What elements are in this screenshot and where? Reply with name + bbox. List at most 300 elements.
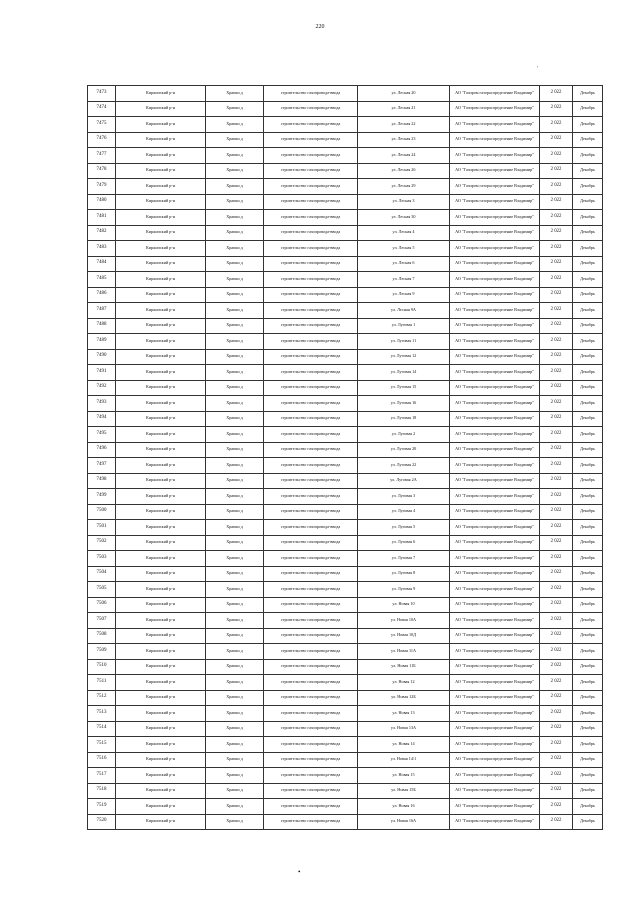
month-cell: Декабрь bbox=[573, 334, 603, 350]
table-row bbox=[88, 303, 603, 319]
month-cell: Декабрь bbox=[573, 535, 603, 551]
row-number-cell: 7479 bbox=[88, 179, 116, 195]
work-type-cell: строительство газопровода-ввода bbox=[264, 427, 358, 443]
year-cell: 2 022 bbox=[540, 380, 573, 396]
table-row bbox=[88, 194, 603, 210]
work-type-cell: строительство газопровода-ввода bbox=[264, 396, 358, 412]
month-cell: Декабрь bbox=[573, 163, 603, 179]
year-cell: 2 022 bbox=[540, 690, 573, 706]
year-cell: 2 022 bbox=[540, 783, 573, 799]
organization-cell: АО "Газпром газораспределение Владимир" bbox=[450, 86, 540, 102]
year-cell: 2 022 bbox=[540, 427, 573, 443]
row-number-cell: 7486 bbox=[88, 287, 116, 303]
village-cell: Храпки д bbox=[206, 349, 264, 365]
row-number-cell: 7487 bbox=[88, 303, 116, 319]
year-cell: 2 022 bbox=[540, 768, 573, 784]
year-cell: 2 022 bbox=[540, 721, 573, 737]
organization-cell: АО "Газпром газораспределение Владимир" bbox=[450, 427, 540, 443]
organization-cell: АО "Газпром газораспределение Владимир" bbox=[450, 272, 540, 288]
month-cell: Декабрь bbox=[573, 101, 603, 117]
row-number-cell: 7478 bbox=[88, 163, 116, 179]
work-type-cell: строительство газопровода-ввода bbox=[264, 163, 358, 179]
month-cell: Декабрь bbox=[573, 473, 603, 489]
year-cell: 2 022 bbox=[540, 520, 573, 536]
year-cell: 2 022 bbox=[540, 551, 573, 567]
work-type-cell: строительство газопровода-ввода bbox=[264, 458, 358, 474]
address-cell: ул. Новая 14 bbox=[358, 737, 450, 753]
work-type-cell: строительство газопровода-ввода bbox=[264, 690, 358, 706]
month-cell: Декабрь bbox=[573, 520, 603, 536]
district-cell: Киржачский р-н bbox=[116, 210, 206, 226]
district-cell: Киржачский р-н bbox=[116, 489, 206, 505]
village-cell: Храпки д bbox=[206, 644, 264, 660]
address-cell: ул. Луговая 12 bbox=[358, 349, 450, 365]
month-cell: Декабрь bbox=[573, 411, 603, 427]
row-number-cell: 7485 bbox=[88, 272, 116, 288]
district-cell: Киржачский р-н bbox=[116, 690, 206, 706]
table-row bbox=[88, 132, 603, 148]
address-cell: ул. Лесная 4 bbox=[358, 225, 450, 241]
district-cell: Киржачский р-н bbox=[116, 706, 206, 722]
work-type-cell: строительство газопровода-ввода bbox=[264, 582, 358, 598]
year-cell: 2 022 bbox=[540, 194, 573, 210]
organization-cell: АО "Газпром газораспределение Владимир" bbox=[450, 535, 540, 551]
address-cell: ул. Лесная 6 bbox=[358, 256, 450, 272]
month-cell: Декабрь bbox=[573, 644, 603, 660]
address-cell: ул. Новая 10А bbox=[358, 613, 450, 629]
district-cell: Киржачский р-н bbox=[116, 334, 206, 350]
work-type-cell: строительство газопровода-ввода bbox=[264, 628, 358, 644]
row-number-cell: 7475 bbox=[88, 117, 116, 133]
village-cell: Храпки д bbox=[206, 86, 264, 102]
village-cell: Храпки д bbox=[206, 690, 264, 706]
table-row bbox=[88, 225, 603, 241]
village-cell: Храпки д bbox=[206, 148, 264, 164]
row-number-cell: 7498 bbox=[88, 473, 116, 489]
year-cell: 2 022 bbox=[540, 210, 573, 226]
table-row bbox=[88, 706, 603, 722]
organization-cell: АО "Газпром газораспределение Владимир" bbox=[450, 566, 540, 582]
district-cell: Киржачский р-н bbox=[116, 582, 206, 598]
work-type-cell: строительство газопровода-ввода bbox=[264, 132, 358, 148]
organization-cell: АО "Газпром газораспределение Владимир" bbox=[450, 551, 540, 567]
year-cell: 2 022 bbox=[540, 334, 573, 350]
organization-cell: АО "Газпром газораспределение Владимир" bbox=[450, 179, 540, 195]
address-cell: ул. Лесная 24 bbox=[358, 148, 450, 164]
district-cell: Киржачский р-н bbox=[116, 396, 206, 412]
year-cell: 2 022 bbox=[540, 706, 573, 722]
work-type-cell: строительство газопровода-ввода bbox=[264, 349, 358, 365]
row-number-cell: 7491 bbox=[88, 365, 116, 381]
row-number-cell: 7488 bbox=[88, 318, 116, 334]
address-cell: ул. Лесная 9А bbox=[358, 303, 450, 319]
address-cell: ул. Луговая 14 bbox=[358, 365, 450, 381]
year-cell: 2 022 bbox=[540, 644, 573, 660]
address-cell: ул. Луговая 3 bbox=[358, 489, 450, 505]
village-cell: Храпки д bbox=[206, 721, 264, 737]
row-number-cell: 7481 bbox=[88, 210, 116, 226]
district-cell: Киржачский р-н bbox=[116, 225, 206, 241]
row-number-cell: 7510 bbox=[88, 659, 116, 675]
address-cell: ул. Луговая 2А bbox=[358, 473, 450, 489]
month-cell: Декабрь bbox=[573, 675, 603, 691]
village-cell: Храпки д bbox=[206, 163, 264, 179]
organization-cell: АО "Газпром газораспределение Владимир" bbox=[450, 101, 540, 117]
village-cell: Храпки д bbox=[206, 597, 264, 613]
organization-cell: АО "Газпром газораспределение Владимир" bbox=[450, 613, 540, 629]
month-cell: Декабрь bbox=[573, 272, 603, 288]
village-cell: Храпки д bbox=[206, 365, 264, 381]
address-cell: ул. Лесная 23 bbox=[358, 132, 450, 148]
table-row bbox=[88, 535, 603, 551]
work-type-cell: строительство газопровода-ввода bbox=[264, 566, 358, 582]
row-number-cell: 7520 bbox=[88, 814, 116, 830]
village-cell: Храпки д bbox=[206, 535, 264, 551]
row-number-cell: 7499 bbox=[88, 489, 116, 505]
district-cell: Киржачский р-н bbox=[116, 256, 206, 272]
district-cell: Киржачский р-н bbox=[116, 272, 206, 288]
village-cell: Храпки д bbox=[206, 287, 264, 303]
corner-mark: ' bbox=[537, 66, 539, 72]
address-cell: ул. Луговая 7 bbox=[358, 551, 450, 567]
year-cell: 2 022 bbox=[540, 566, 573, 582]
row-number-cell: 7477 bbox=[88, 148, 116, 164]
month-cell: Декабрь bbox=[573, 349, 603, 365]
table-row bbox=[88, 721, 603, 737]
organization-cell: АО "Газпром газораспределение Владимир" bbox=[450, 396, 540, 412]
month-cell: Декабрь bbox=[573, 814, 603, 830]
district-cell: Киржачский р-н bbox=[116, 163, 206, 179]
address-cell: ул. Новая 10Д bbox=[358, 628, 450, 644]
address-cell: ул. Луговая 2 bbox=[358, 427, 450, 443]
table-row bbox=[88, 334, 603, 350]
village-cell: Храпки д bbox=[206, 566, 264, 582]
year-cell: 2 022 bbox=[540, 752, 573, 768]
row-number-cell: 7505 bbox=[88, 582, 116, 598]
work-type-cell: строительство газопровода-ввода bbox=[264, 613, 358, 629]
organization-cell: АО "Газпром газораспределение Владимир" bbox=[450, 473, 540, 489]
village-cell: Храпки д bbox=[206, 659, 264, 675]
village-cell: Храпки д bbox=[206, 101, 264, 117]
row-number-cell: 7490 bbox=[88, 349, 116, 365]
row-number-cell: 7515 bbox=[88, 737, 116, 753]
district-cell: Киржачский р-н bbox=[116, 380, 206, 396]
table-row bbox=[88, 799, 603, 815]
table-row bbox=[88, 644, 603, 660]
village-cell: Храпки д bbox=[206, 551, 264, 567]
year-cell: 2 022 bbox=[540, 411, 573, 427]
month-cell: Декабрь bbox=[573, 706, 603, 722]
month-cell: Декабрь bbox=[573, 628, 603, 644]
year-cell: 2 022 bbox=[540, 256, 573, 272]
month-cell: Декабрь bbox=[573, 783, 603, 799]
month-cell: Декабрь bbox=[573, 566, 603, 582]
village-cell: Храпки д bbox=[206, 334, 264, 350]
work-type-cell: строительство газопровода-ввода bbox=[264, 737, 358, 753]
village-cell: Храпки д bbox=[206, 504, 264, 520]
month-cell: Декабрь bbox=[573, 752, 603, 768]
table-row bbox=[88, 380, 603, 396]
district-cell: Киржачский р-н bbox=[116, 241, 206, 257]
row-number-cell: 7508 bbox=[88, 628, 116, 644]
village-cell: Храпки д bbox=[206, 179, 264, 195]
work-type-cell: строительство газопровода-ввода bbox=[264, 303, 358, 319]
year-cell: 2 022 bbox=[540, 814, 573, 830]
row-number-cell: 7519 bbox=[88, 799, 116, 815]
address-cell: ул. Луговая 18 bbox=[358, 411, 450, 427]
table-row bbox=[88, 582, 603, 598]
organization-cell: АО "Газпром газораспределение Владимир" bbox=[450, 504, 540, 520]
address-cell: ул. Лесная 22 bbox=[358, 117, 450, 133]
organization-cell: АО "Газпром газораспределение Владимир" bbox=[450, 132, 540, 148]
row-number-cell: 7480 bbox=[88, 194, 116, 210]
village-cell: Храпки д bbox=[206, 582, 264, 598]
year-cell: 2 022 bbox=[540, 117, 573, 133]
work-type-cell: строительство газопровода-ввода bbox=[264, 597, 358, 613]
address-cell: ул. Новая 16А bbox=[358, 814, 450, 830]
organization-cell: АО "Газпром газораспределение Владимир" bbox=[450, 458, 540, 474]
district-cell: Киржачский р-н bbox=[116, 194, 206, 210]
table-row bbox=[88, 628, 603, 644]
row-number-cell: 7513 bbox=[88, 706, 116, 722]
address-cell: ул. Луговая 1 bbox=[358, 318, 450, 334]
year-cell: 2 022 bbox=[540, 799, 573, 815]
table-row bbox=[88, 442, 603, 458]
table-row bbox=[88, 551, 603, 567]
work-type-cell: строительство газопровода-ввода bbox=[264, 768, 358, 784]
table-row bbox=[88, 86, 603, 102]
address-cell: ул. Лесная 26 bbox=[358, 163, 450, 179]
organization-cell: АО "Газпром газораспределение Владимир" bbox=[450, 349, 540, 365]
organization-cell: АО "Газпром газораспределение Владимир" bbox=[450, 303, 540, 319]
month-cell: Декабрь bbox=[573, 659, 603, 675]
month-cell: Декабрь bbox=[573, 458, 603, 474]
year-cell: 2 022 bbox=[540, 148, 573, 164]
month-cell: Декабрь bbox=[573, 318, 603, 334]
row-number-cell: 7492 bbox=[88, 380, 116, 396]
month-cell: Декабрь bbox=[573, 287, 603, 303]
organization-cell: АО "Газпром газораспределение Владимир" bbox=[450, 799, 540, 815]
organization-cell: АО "Газпром газораспределение Владимир" bbox=[450, 334, 540, 350]
gas-connection-table bbox=[87, 85, 603, 830]
organization-cell: АО "Газпром газораспределение Владимир" bbox=[450, 163, 540, 179]
organization-cell: АО "Газпром газораспределение Владимир" bbox=[450, 117, 540, 133]
row-number-cell: 7503 bbox=[88, 551, 116, 567]
address-cell: ул. Лесная 21 bbox=[358, 101, 450, 117]
row-number-cell: 7500 bbox=[88, 504, 116, 520]
month-cell: Декабрь bbox=[573, 721, 603, 737]
village-cell: Храпки д bbox=[206, 272, 264, 288]
year-cell: 2 022 bbox=[540, 101, 573, 117]
address-cell: ул. Лесная 20 bbox=[358, 86, 450, 102]
table-row bbox=[88, 737, 603, 753]
village-cell: Храпки д bbox=[206, 194, 264, 210]
year-cell: 2 022 bbox=[540, 473, 573, 489]
page-number: 220 bbox=[315, 24, 325, 30]
address-cell: ул. Луговая 15 bbox=[358, 380, 450, 396]
month-cell: Декабрь bbox=[573, 256, 603, 272]
row-number-cell: 7506 bbox=[88, 597, 116, 613]
month-cell: Декабрь bbox=[573, 303, 603, 319]
district-cell: Киржачский р-н bbox=[116, 613, 206, 629]
year-cell: 2 022 bbox=[540, 458, 573, 474]
work-type-cell: строительство газопровода-ввода bbox=[264, 272, 358, 288]
organization-cell: АО "Газпром газораспределение Владимир" bbox=[450, 365, 540, 381]
table-row bbox=[88, 427, 603, 443]
work-type-cell: строительство газопровода-ввода bbox=[264, 380, 358, 396]
address-cell: ул. Новая 11Б bbox=[358, 659, 450, 675]
work-type-cell: строительство газопровода-ввода bbox=[264, 489, 358, 505]
district-cell: Киржачский р-н bbox=[116, 628, 206, 644]
table-row bbox=[88, 318, 603, 334]
district-cell: Киржачский р-н bbox=[116, 117, 206, 133]
district-cell: Киржачский р-н bbox=[116, 303, 206, 319]
bottom-mark: • bbox=[298, 868, 301, 876]
month-cell: Декабрь bbox=[573, 225, 603, 241]
village-cell: Храпки д bbox=[206, 117, 264, 133]
address-cell: ул. Луговая 4 bbox=[358, 504, 450, 520]
row-number-cell: 7518 bbox=[88, 783, 116, 799]
year-cell: 2 022 bbox=[540, 179, 573, 195]
work-type-cell: строительство газопровода-ввода bbox=[264, 675, 358, 691]
month-cell: Декабрь bbox=[573, 768, 603, 784]
work-type-cell: строительство газопровода-ввода bbox=[264, 721, 358, 737]
year-cell: 2 022 bbox=[540, 241, 573, 257]
table-row bbox=[88, 473, 603, 489]
village-cell: Храпки д bbox=[206, 613, 264, 629]
work-type-cell: строительство газопровода-ввода bbox=[264, 442, 358, 458]
district-cell: Киржачский р-н bbox=[116, 551, 206, 567]
year-cell: 2 022 bbox=[540, 365, 573, 381]
address-cell: ул. Лесная 29 bbox=[358, 179, 450, 195]
village-cell: Храпки д bbox=[206, 489, 264, 505]
year-cell: 2 022 bbox=[540, 303, 573, 319]
village-cell: Храпки д bbox=[206, 303, 264, 319]
work-type-cell: строительство газопровода-ввода bbox=[264, 411, 358, 427]
village-cell: Храпки д bbox=[206, 396, 264, 412]
work-type-cell: строительство газопровода-ввода bbox=[264, 148, 358, 164]
work-type-cell: строительство газопровода-ввода bbox=[264, 520, 358, 536]
work-type-cell: строительство газопровода-ввода bbox=[264, 814, 358, 830]
organization-cell: АО "Газпром газораспределение Владимир" bbox=[450, 721, 540, 737]
month-cell: Декабрь bbox=[573, 690, 603, 706]
address-cell: ул. Луговая 11 bbox=[358, 334, 450, 350]
work-type-cell: строительство газопровода-ввода bbox=[264, 752, 358, 768]
month-cell: Декабрь bbox=[573, 737, 603, 753]
village-cell: Храпки д bbox=[206, 752, 264, 768]
row-number-cell: 7495 bbox=[88, 427, 116, 443]
organization-cell: АО "Газпром газораспределение Владимир" bbox=[450, 690, 540, 706]
row-number-cell: 7493 bbox=[88, 396, 116, 412]
organization-cell: АО "Газпром газораспределение Владимир" bbox=[450, 520, 540, 536]
month-cell: Декабрь bbox=[573, 117, 603, 133]
address-cell: ул. Луговая 20 bbox=[358, 442, 450, 458]
address-cell: ул. Лесная 30 bbox=[358, 210, 450, 226]
table-row bbox=[88, 659, 603, 675]
row-number-cell: 7483 bbox=[88, 241, 116, 257]
village-cell: Храпки д bbox=[206, 520, 264, 536]
month-cell: Декабрь bbox=[573, 551, 603, 567]
table-row bbox=[88, 613, 603, 629]
table-row bbox=[88, 256, 603, 272]
district-cell: Киржачский р-н bbox=[116, 473, 206, 489]
work-type-cell: строительство газопровода-ввода bbox=[264, 86, 358, 102]
address-cell: ул. Лесная 9 bbox=[358, 287, 450, 303]
table-row bbox=[88, 597, 603, 613]
work-type-cell: строительство газопровода-ввода bbox=[264, 318, 358, 334]
organization-cell: АО "Газпром газораспределение Владимир" bbox=[450, 582, 540, 598]
table-row bbox=[88, 287, 603, 303]
district-cell: Киржачский р-н bbox=[116, 659, 206, 675]
table-row bbox=[88, 752, 603, 768]
work-type-cell: строительство газопровода-ввода bbox=[264, 194, 358, 210]
work-type-cell: строительство газопровода-ввода bbox=[264, 210, 358, 226]
table-row bbox=[88, 814, 603, 830]
district-cell: Киржачский р-н bbox=[116, 783, 206, 799]
year-cell: 2 022 bbox=[540, 396, 573, 412]
table-row bbox=[88, 520, 603, 536]
year-cell: 2 022 bbox=[540, 737, 573, 753]
month-cell: Декабрь bbox=[573, 504, 603, 520]
row-number-cell: 7514 bbox=[88, 721, 116, 737]
month-cell: Декабрь bbox=[573, 613, 603, 629]
month-cell: Декабрь bbox=[573, 179, 603, 195]
year-cell: 2 022 bbox=[540, 442, 573, 458]
table-row bbox=[88, 101, 603, 117]
organization-cell: АО "Газпром газораспределение Владимир" bbox=[450, 287, 540, 303]
village-cell: Храпки д bbox=[206, 783, 264, 799]
month-cell: Декабрь bbox=[573, 132, 603, 148]
row-number-cell: 7489 bbox=[88, 334, 116, 350]
village-cell: Храпки д bbox=[206, 473, 264, 489]
work-type-cell: строительство газопровода-ввода bbox=[264, 101, 358, 117]
row-number-cell: 7512 bbox=[88, 690, 116, 706]
table-row bbox=[88, 566, 603, 582]
row-number-cell: 7484 bbox=[88, 256, 116, 272]
district-cell: Киржачский р-н bbox=[116, 799, 206, 815]
row-number-cell: 7476 bbox=[88, 132, 116, 148]
year-cell: 2 022 bbox=[540, 349, 573, 365]
organization-cell: АО "Газпром газораспределение Владимир" bbox=[450, 659, 540, 675]
address-cell: ул. Новая 13А bbox=[358, 721, 450, 737]
address-cell: ул. Новая 11А bbox=[358, 644, 450, 660]
year-cell: 2 022 bbox=[540, 287, 573, 303]
year-cell: 2 022 bbox=[540, 132, 573, 148]
district-cell: Киржачский р-н bbox=[116, 101, 206, 117]
work-type-cell: строительство газопровода-ввода bbox=[264, 287, 358, 303]
year-cell: 2 022 bbox=[540, 225, 573, 241]
address-cell: ул. Луговая 22 bbox=[358, 458, 450, 474]
table-body bbox=[88, 86, 603, 830]
year-cell: 2 022 bbox=[540, 582, 573, 598]
organization-cell: АО "Газпром газораспределение Владимир" bbox=[450, 706, 540, 722]
table-row bbox=[88, 690, 603, 706]
year-cell: 2 022 bbox=[540, 504, 573, 520]
month-cell: Декабрь bbox=[573, 210, 603, 226]
district-cell: Киржачский р-н bbox=[116, 675, 206, 691]
month-cell: Декабрь bbox=[573, 86, 603, 102]
table-row bbox=[88, 163, 603, 179]
organization-cell: АО "Газпром газораспределение Владимир" bbox=[450, 148, 540, 164]
village-cell: Храпки д bbox=[206, 241, 264, 257]
district-cell: Киржачский р-н bbox=[116, 458, 206, 474]
work-type-cell: строительство газопровода-ввода bbox=[264, 179, 358, 195]
district-cell: Киржачский р-н bbox=[116, 535, 206, 551]
table-row bbox=[88, 179, 603, 195]
village-cell: Храпки д bbox=[206, 256, 264, 272]
year-cell: 2 022 bbox=[540, 86, 573, 102]
work-type-cell: строительство газопровода-ввода bbox=[264, 365, 358, 381]
